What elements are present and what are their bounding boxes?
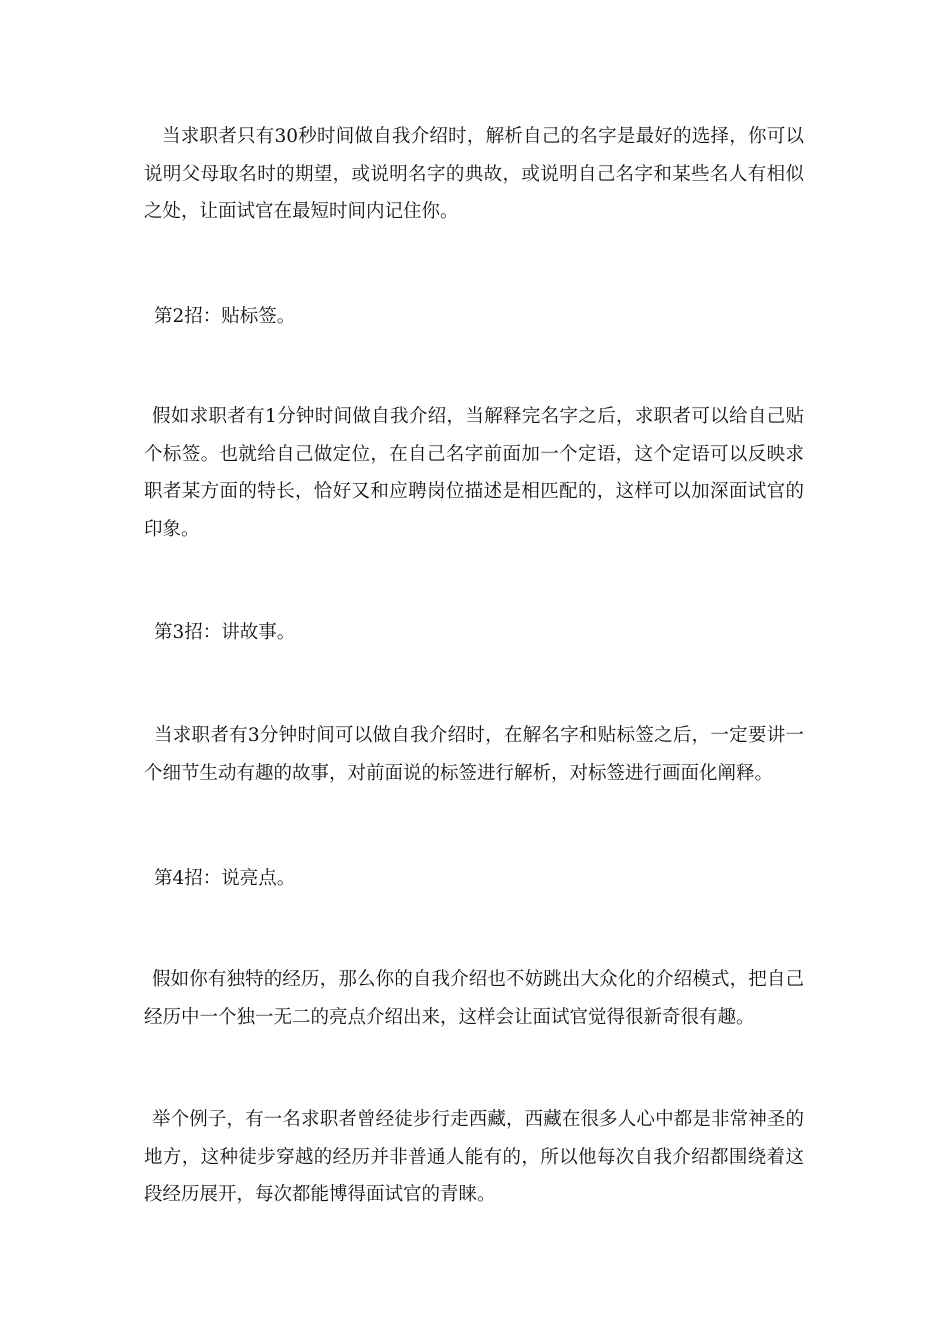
paragraph-highlight-tip: 假如你有独特的经历，那么你的自我介绍也不妨跳出大众化的介绍模式，把自己经历中一个独一无二的亮点介绍出来，这样会让面试官觉得很新奇很有趣。	[144, 969, 804, 1028]
paragraph-example: 举个例子，有一名求职者曾经徒步行走西藏，西藏在很多人心中都是非常神圣的地方，这种徒步穿越的经历并非普通人能有的，所以他每次自我介绍都围绕着这段经历展开，每次都能博得面试官的青睐。	[144, 1109, 804, 1205]
heading-tip-4: 第4招：说亮点。	[154, 868, 296, 889]
paragraph-name-intro: 当求职者只有30秒时间做自我介绍时，解析自己的名字是最好的选择，你可以说明父母取名时的期望，或说明名字的典故，或说明自己名字和某些名人有相似之处，让面试官在最短时间内记住你。	[144, 126, 804, 222]
heading-tip-3: 第3招：讲故事。	[154, 622, 296, 643]
paragraph-label-tip: 假如求职者有1分钟时间做自我介绍，当解释完名字之后，求职者可以给自己贴个标签。也就给自己做定位，在自己名字前面加一个定语，这个定语可以反映求职者某方面的特长，恰好又和应聘岗位描述是相匹配的，这样可以加深面试官的印象。	[144, 406, 804, 540]
paragraph-story-tip: 当求职者有3分钟时间可以做自我介绍时，在解名字和贴标签之后，一定要讲一个细节生动有趣的故事，对前面说的标签进行解析，对标签进行画面化阐释。	[144, 725, 804, 784]
heading-tip-2: 第2招：贴标签。	[154, 306, 296, 327]
